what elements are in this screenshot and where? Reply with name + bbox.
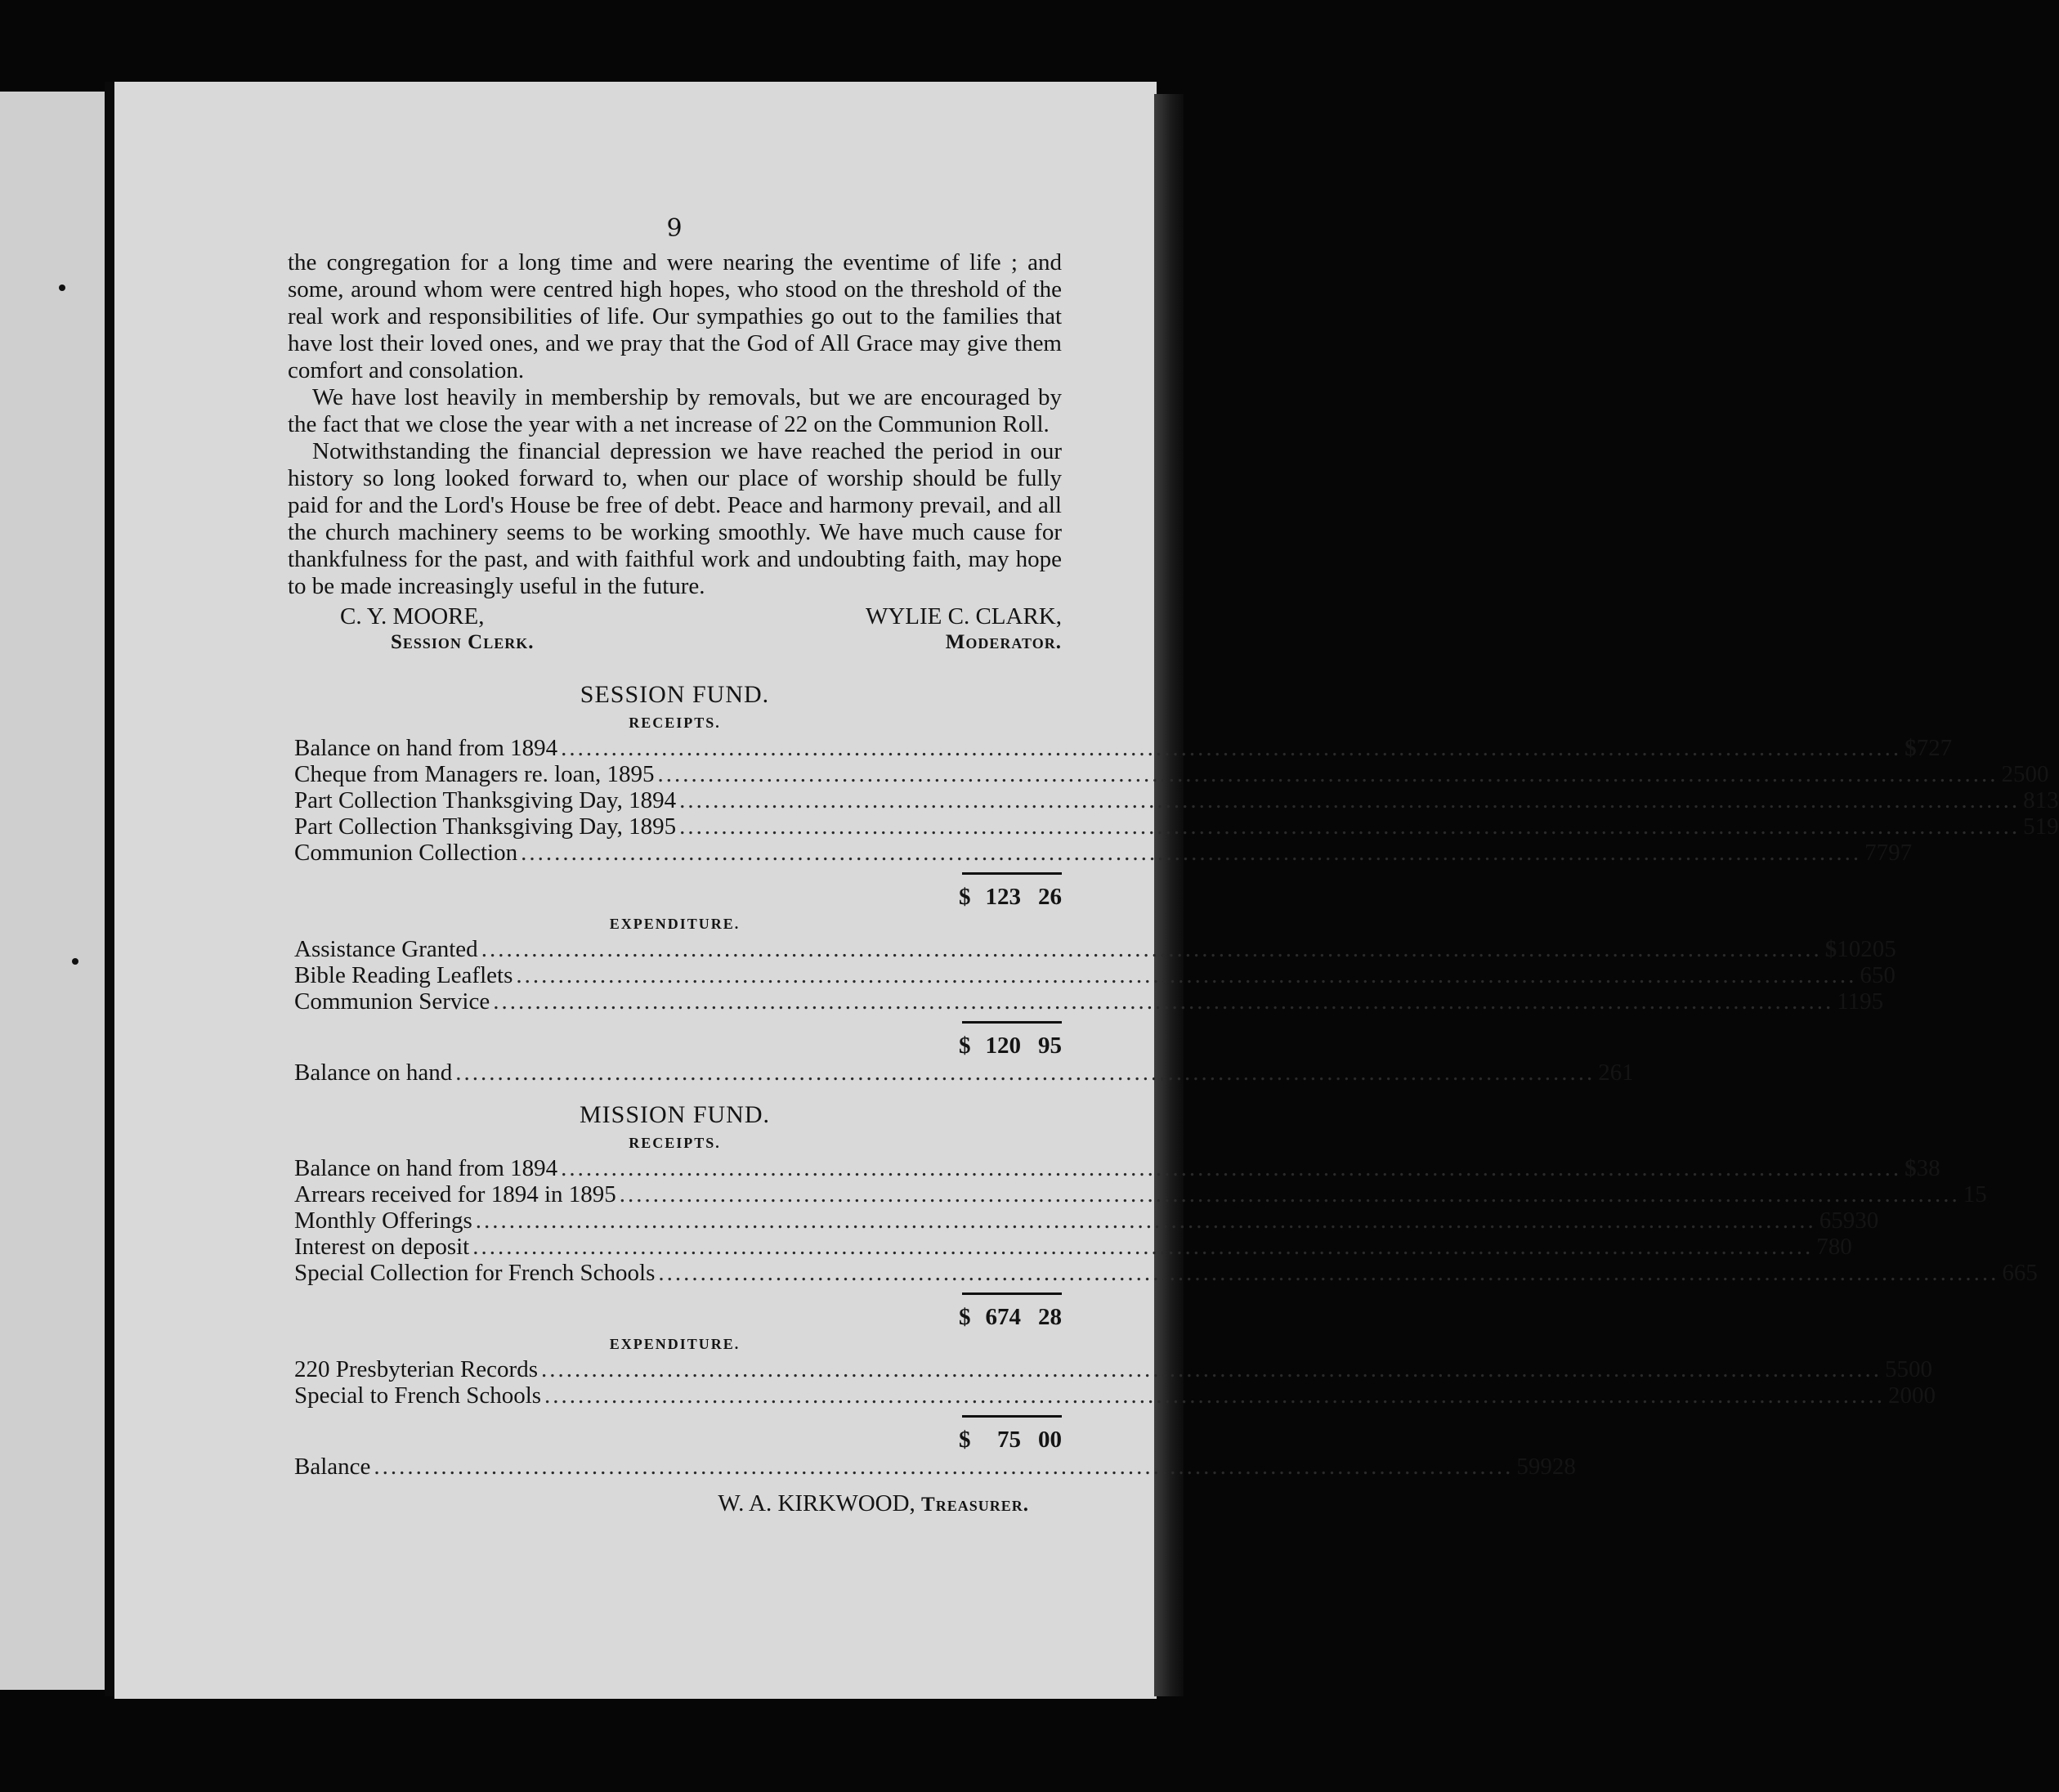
entry-label: Balance on hand from 1894 xyxy=(294,1155,558,1181)
treasurer-signature xyxy=(288,1490,1062,1519)
entry-dollars: 7 xyxy=(1816,1234,1828,1260)
leader-dots: ................................................................................................................................................................ xyxy=(541,1356,1882,1382)
leader-dots: ................................................................................................................................................................ xyxy=(472,1234,1814,1260)
ledger-row xyxy=(288,1155,1940,1181)
total-dollars: 674 xyxy=(985,1304,1021,1330)
ledger-row xyxy=(288,840,1913,866)
session-fund-title: SESSION FUND. xyxy=(580,681,770,708)
leader-dots: ................................................................................................................................................................ xyxy=(561,735,1902,761)
mission-receipts-list xyxy=(288,1155,2038,1286)
session-receipts-total xyxy=(288,883,1062,911)
total-cents: 28 xyxy=(1038,1304,1062,1330)
entry-label: Communion Service xyxy=(294,988,490,1015)
entry-dollars: 77 xyxy=(1864,840,1889,866)
leader-dots: ................................................................................................................................................................ xyxy=(521,840,1862,866)
entry-label: Special to French Schools xyxy=(294,1382,542,1409)
session-expenditure-heading: EXPENDITURE. xyxy=(609,916,741,932)
mission-expenditure-heading: EXPENDITURE. xyxy=(609,1336,741,1352)
entry-cents: 19 xyxy=(2034,813,2059,840)
leader-dots: ........................................................................................................................................ xyxy=(374,1454,1514,1480)
mission-receipts-total xyxy=(288,1303,1062,1331)
entry-label: Assistance Granted xyxy=(294,936,478,962)
leader-dots: ................................................................................................................................................................ xyxy=(657,761,1999,787)
dollar-sign: $ xyxy=(1905,1155,1917,1181)
ledger-row xyxy=(288,936,1896,962)
signature-block xyxy=(288,603,1062,665)
entry-cents: 80 xyxy=(1828,1234,1852,1260)
session-receipts-heading: RECEIPTS. xyxy=(629,715,721,731)
paragraph-2: We have lost heavily in membership by removals, but we are encouraged by the fact that we close the year with a net increase of 22 on the Communion Roll. xyxy=(288,384,1062,437)
dollar-sign: $ xyxy=(959,1304,971,1330)
dollar-sign: $ xyxy=(959,884,971,910)
leader-dots: ................................................................................................................................................................ xyxy=(493,988,1834,1015)
moderator-name: WYLIE C. CLARK, xyxy=(865,603,1062,629)
entry-label: Part Collection Thanksgiving Day, 1895 xyxy=(294,813,677,840)
entry-cents: 38 xyxy=(1916,1155,1940,1181)
session-expenditure-total xyxy=(288,1032,1062,1060)
ink-mark xyxy=(59,284,65,291)
moderator-signature xyxy=(866,603,1062,655)
total-cents: 26 xyxy=(1038,884,1062,910)
total-dollars: 120 xyxy=(985,1033,1021,1059)
dollar-sign: $ xyxy=(1824,936,1837,962)
entry-dollars: 7 xyxy=(1916,735,1929,761)
session-clerk-title: Session Clerk. xyxy=(391,631,535,653)
balance-cents: 61 xyxy=(1609,1060,1634,1086)
total-rule xyxy=(962,1021,1062,1024)
ledger-row xyxy=(288,813,2059,840)
balance-label: Balance on hand xyxy=(294,1060,453,1086)
leader-dots: ................................................................................................................................................................ xyxy=(679,813,2021,840)
dollar-sign: $ xyxy=(1905,735,1917,761)
leader-dots: ................................................................................................................................................................ xyxy=(475,1207,1816,1234)
ink-mark xyxy=(72,958,78,965)
entry-dollars: 55 xyxy=(1885,1356,1909,1382)
total-cents: 95 xyxy=(1038,1033,1062,1059)
mission-expenditure-list xyxy=(288,1356,1936,1409)
entry-cents: 30 xyxy=(1855,1207,1879,1234)
entry-cents: 95 xyxy=(1860,988,1884,1015)
ledger-row xyxy=(288,1382,1936,1409)
entry-cents: 00 xyxy=(1912,1382,1936,1409)
entry-dollars: 659 xyxy=(1819,1207,1855,1234)
entry-cents: 13 xyxy=(2034,787,2059,813)
entry-dollars: 11 xyxy=(1837,988,1860,1015)
entry-cents: 00 xyxy=(1909,1356,1932,1382)
ledger-row xyxy=(288,1207,1879,1234)
entry-dollars: 8 xyxy=(2023,787,2035,813)
balance-dollars: 599 xyxy=(1516,1454,1552,1480)
ledger-row xyxy=(288,1234,1852,1260)
mission-expenditure-total xyxy=(288,1426,1062,1454)
total-cents: 00 xyxy=(1038,1427,1062,1453)
session-receipts-list xyxy=(288,735,2059,866)
total-rule xyxy=(962,1292,1062,1295)
dollar-sign: $ xyxy=(959,1033,971,1059)
leader-dots: ................................................................................................................................................................ xyxy=(619,1181,1960,1207)
entry-label: Monthly Offerings xyxy=(294,1207,472,1234)
entry-label: Arrears received for 1894 in 1895 xyxy=(294,1181,616,1207)
ledger-row xyxy=(288,761,2049,787)
entry-dollars: 25 xyxy=(2001,761,2025,787)
ledger-row xyxy=(288,1356,1932,1382)
ledger-row xyxy=(288,1260,2038,1286)
entry-dollars: 102 xyxy=(1837,936,1873,962)
entry-label: Part Collection Thanksgiving Day, 1894 xyxy=(294,787,677,813)
entry-cents: 15 xyxy=(1963,1181,1987,1207)
entry-label: Cheque from Managers re. loan, 1895 xyxy=(294,761,655,787)
facing-page-edge xyxy=(0,92,108,1690)
moderator-title: Moderator. xyxy=(945,631,1062,653)
balance-label: Balance xyxy=(294,1454,371,1480)
balance-cents: 28 xyxy=(1551,1454,1576,1480)
leader-dots: ................................................................................................................................................................ xyxy=(679,787,2021,813)
leader-dots: ................................................................................................................................................................ xyxy=(544,1382,1886,1409)
mission-fund-title: MISSION FUND. xyxy=(579,1101,771,1128)
leader-dots: ........................................................................................................................................ xyxy=(455,1060,1596,1086)
total-dollars: 75 xyxy=(997,1427,1021,1453)
entry-label: Communion Collection xyxy=(294,840,518,866)
entry-label: Interest on deposit xyxy=(294,1234,470,1260)
balance-dollars: 2 xyxy=(1598,1060,1610,1086)
entry-label: 220 Presbyterian Records xyxy=(294,1356,538,1382)
ledger-row xyxy=(288,962,1896,988)
session-clerk-signature xyxy=(340,603,535,655)
entry-cents: 05 xyxy=(1872,936,1896,962)
mission-balance-row xyxy=(288,1454,1576,1480)
page-number: 9 xyxy=(666,214,683,243)
session-expenditure-list xyxy=(288,936,1896,1015)
entry-label: Special Collection for French Schools xyxy=(294,1260,656,1286)
leader-dots: ................................................................................................................................................................ xyxy=(481,936,1822,962)
page-content xyxy=(288,214,2059,1519)
paragraph-1: the congregation for a long time and were nearing the eventime of life ; and some, around whom were centred high hopes, who stood on the threshold of the real work and responsibilities of life. Our sympathies go out to the families that have lost their loved ones, and we pray that the God of All Grace may give them comfort and consolation. xyxy=(288,249,1062,383)
leader-dots: ................................................................................................................................................................ xyxy=(658,1260,1999,1286)
dollar-sign: $ xyxy=(959,1427,971,1453)
entry-dollars: 5 xyxy=(2023,813,2035,840)
ledger-row xyxy=(288,787,2059,813)
mission-receipts-heading: RECEIPTS. xyxy=(629,1135,721,1151)
entry-cents: 65 xyxy=(2013,1260,2038,1286)
paragraph-3: Notwithstanding the financial depression we have reached the period in our history so long looked forward to, when our place of worship should be fully paid for and the Lord's House be free of debt. Peace and harmony prevail, and all the church machinery seems to be working smoothly. We have much cause for thankfulness for the past, and with faithful work and undoubting faith, may hope to be made increasingly useful in the future. xyxy=(288,438,1062,599)
entry-dollars: 6 xyxy=(1860,962,1872,988)
treasurer-title: Treasurer. xyxy=(921,1494,1029,1516)
entry-cents: 27 xyxy=(1928,735,1953,761)
entry-dollars: 6 xyxy=(2002,1260,2014,1286)
ledger-row xyxy=(288,988,1884,1015)
entry-cents: 97 xyxy=(1888,840,1913,866)
treasurer-name: W. A. KIRKWOOD, xyxy=(718,1490,915,1516)
ledger-row xyxy=(288,1181,1987,1207)
leader-dots: ................................................................................................................................................................ xyxy=(561,1155,1902,1181)
entry-label: Bible Reading Leaflets xyxy=(294,962,513,988)
ledger-row xyxy=(288,735,1953,761)
leader-dots: ................................................................................................................................................................ xyxy=(516,962,1857,988)
session-balance-row xyxy=(288,1060,1634,1086)
entry-label: Balance on hand from 1894 xyxy=(294,735,558,761)
total-rule xyxy=(962,872,1062,875)
entry-cents: 50 xyxy=(1871,962,1896,988)
entry-dollars: 20 xyxy=(1888,1382,1913,1409)
entry-cents: 00 xyxy=(2025,761,2049,787)
total-dollars: 123 xyxy=(985,884,1021,910)
total-rule xyxy=(962,1415,1062,1418)
session-clerk-name: C. Y. MOORE, xyxy=(340,603,485,629)
